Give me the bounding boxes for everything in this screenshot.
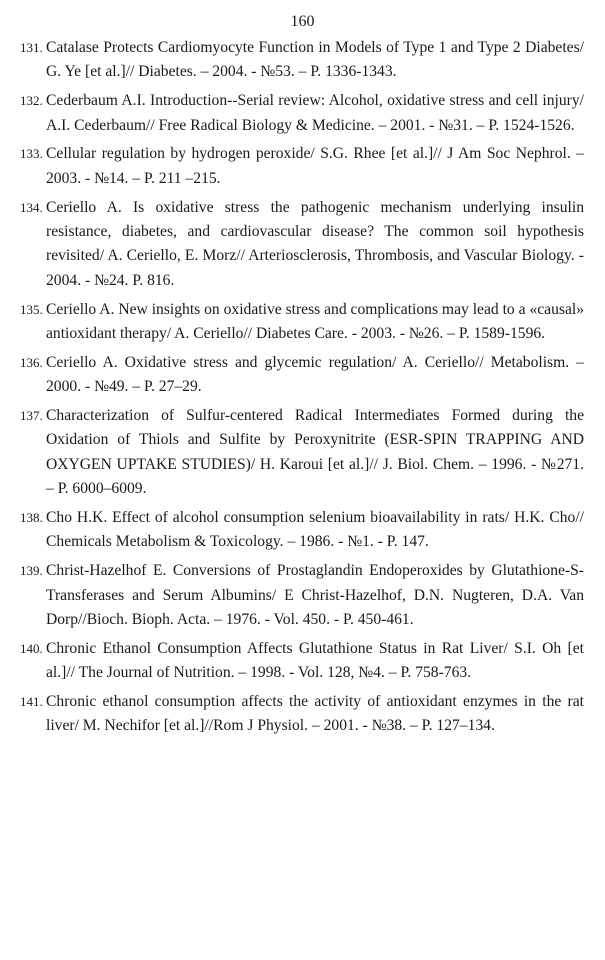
reference-item <box>20 36 584 85</box>
reference-text: Cellular regulation by hydrogen peroxide/ S.G. Rhee [et al.]// J Am Soc Nephrol. – 2003. - №14. – P. 211 –215. <box>46 145 584 187</box>
reference-item <box>20 690 584 739</box>
page-number: 160 <box>290 13 315 30</box>
reference-item <box>20 196 584 294</box>
reference-item <box>20 637 584 686</box>
reference-number: 138. <box>20 510 43 526</box>
reference-text: Cederbaum A.I. Introduction--Serial review: Alcohol, oxidative stress and cell injury/ A.I. Cederbaum// Free Radical Biology & Medicine. – 2001. - №31. – P. 1524-1526. <box>46 92 584 134</box>
reference-number: 137. <box>20 408 43 424</box>
reference-list <box>20 36 584 743</box>
reference-text: Ceriello A. New insights on oxidative stress and complications may lead to a «causal» antioxidant therapy/ A. Ceriello// Diabetes Care. - 2003. - №26. – P. 1589-1596. <box>46 300 584 343</box>
reference-item <box>20 559 584 632</box>
reference-text: Chronic ethanol consumption affects the activity of antioxidant enzymes in the rat liver/ M. Nechifor [et al.]//Rom J Physiol. – 2001. - №38. – P. 127–134. <box>46 693 584 735</box>
reference-number: 131. <box>20 40 43 55</box>
reference-number: 139. <box>20 563 43 579</box>
reference-number: 135. <box>20 301 43 317</box>
reference-item <box>20 404 584 502</box>
reference-number: 132. <box>20 93 43 109</box>
reference-number: 134. <box>20 199 43 215</box>
reference-item <box>20 351 584 400</box>
reference-number: 140. <box>20 640 43 656</box>
reference-text: Chronic Ethanol Consumption Affects Glutathione Status in Rat Liver/ S.I. Oh [et al.]// The Journal of Nutrition. – 1998. - Vol. 128, №4. – P. 758-763. <box>46 639 584 682</box>
reference-text: Ceriello A. Oxidative stress and glycemic regulation/ A. Ceriello// Metabolism. – 2000. - №49. – P. 27–29. <box>46 353 584 396</box>
reference-number: 136. <box>20 354 43 370</box>
reference-number: 141. <box>20 694 43 710</box>
reference-number: 133. <box>20 146 43 162</box>
reference-item <box>20 142 584 191</box>
reference-item <box>20 89 584 138</box>
reference-text: Ceriello A. Is oxidative stress the pathogenic mechanism underlying insulin resistance, diabetes, and cardiovascular disease? The common soil hypothesis revisited/ A. Ceriello, E. Morz// Arteriosclerosis, Thrombosis, and Vascular Biology. - 2004. - №24. P. 816. <box>46 198 584 289</box>
reference-text: Catalase Protects Cardiomyocyte Function in Models of Type 1 and Type 2 Diabetes/ G. Ye [et al.]// Diabetes. – 2004. - №53. – P. 1336-1343. <box>46 39 584 81</box>
reference-item <box>20 506 584 555</box>
reference-text: Characterization of Sulfur-centered Radical Intermediates Formed during the Oxidation of Thiols and Sulfite by Peroxynitrite (ESR-SPIN TRAPPING AND OXYGEN UPTAKE STUDIES)/ H. Karoui [et al.]// J. Biol. Chem. – 1996. - №271. – P. 6000–6009. <box>46 407 584 498</box>
reference-text: Cho H.K. Effect of alcohol consumption selenium bioavailability in rats/ H.K. Cho// Chemicals Metabolism & Toxicology. – 1986. - №1. - P. 147. <box>46 509 584 551</box>
reference-text: Christ-Hazelhof E. Conversions of Prostaglandin Endoperoxides by Glutathione-S-Transferases and Serum Albumins/ E Christ-Hazelhof, D.N. Nugteren, D.A. Van Dorp//Bioch. Bioph. Acta. – 1976. - Vol. 450. - P. 450-461. <box>46 562 584 629</box>
reference-item <box>20 298 584 347</box>
